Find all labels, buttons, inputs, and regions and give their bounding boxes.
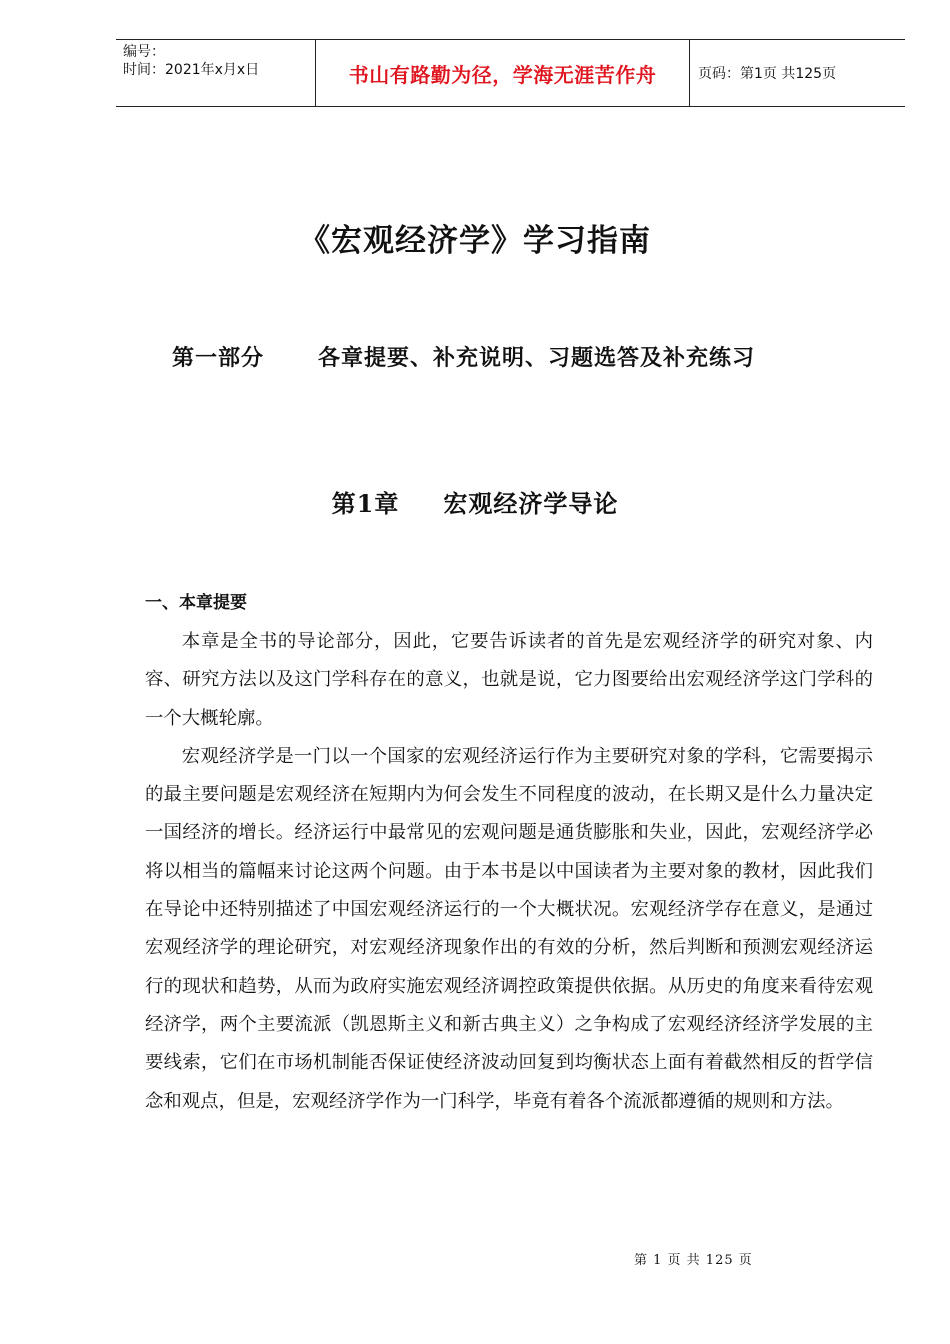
part-label: 第一部分 xyxy=(172,345,265,371)
header-meta-cell xyxy=(116,40,316,106)
page-footer: 第 1 页 共 125 页 xyxy=(634,1253,753,1268)
header-motto: 书山有路勤为径，学海无涯苦作舟 xyxy=(348,62,657,87)
part-name: 各章提要、补充说明、习题选答及补充练习 xyxy=(318,345,756,371)
header-page-info: 页码：第1页 共125页 xyxy=(698,66,837,82)
serial-number-label: 编号： xyxy=(123,44,165,60)
document-title: 《宏观经济学》学习指南 xyxy=(299,223,651,259)
part-title xyxy=(172,341,755,372)
chapter-title xyxy=(0,484,950,519)
page-header xyxy=(116,39,905,107)
chapter-label: 第1章 xyxy=(331,489,400,518)
section-heading: 一、本章提要 xyxy=(145,593,247,613)
header-motto-cell xyxy=(316,40,690,106)
paragraph: 宏观经济学是一门以一个国家的宏观经济运行作为主要研究对象的学科，它需要揭示的最主要问题是宏观经济在短期内为何会发生不同程度的波动，在长期又是什么力量决定一国经济的增长。经济运行中最常见的宏观问题是通货膨胀和失业，因此，宏观经济学必将以相当的篇幅来讨论这两个问题。由于本书是以中国读者为主要对象的教材，因此我们在导论中还特别描述了中国宏观经济运行的一个大概状况。宏观经济学存在意义，是通过宏观经济学的理论研究，对宏观经济现象作出的有效的分析，然后判断和预测宏观经济运行的现状和趋势，从而为政府实施宏观经济调控政策提供依据。从历史的角度来看待宏观经济学，两个主要流派（凯恩斯主义和新古典主义）之争构成了宏观经济经济学发展的主要线索，它们在市场机制能否保证使经济波动回复到均衡状态上面有着截然相反的哲学信念和观点，但是，宏观经济学作为一门科学，毕竟有着各个流派都遵循的规则和方法。 xyxy=(145,745,873,1112)
section-body xyxy=(145,623,873,1121)
header-page-cell xyxy=(690,40,905,106)
date-label: 时间：2021年x月x日 xyxy=(123,62,260,78)
paragraph: 本章是全书的导论部分，因此，它要告诉读者的首先是宏观经济学的研究对象、内容、研究方法以及这门学科存在的意义，也就是说，它力图要给出宏观经济学这门学科的一个大概轮廓。 xyxy=(145,631,873,729)
chapter-name: 宏观经济学导论 xyxy=(443,489,619,518)
